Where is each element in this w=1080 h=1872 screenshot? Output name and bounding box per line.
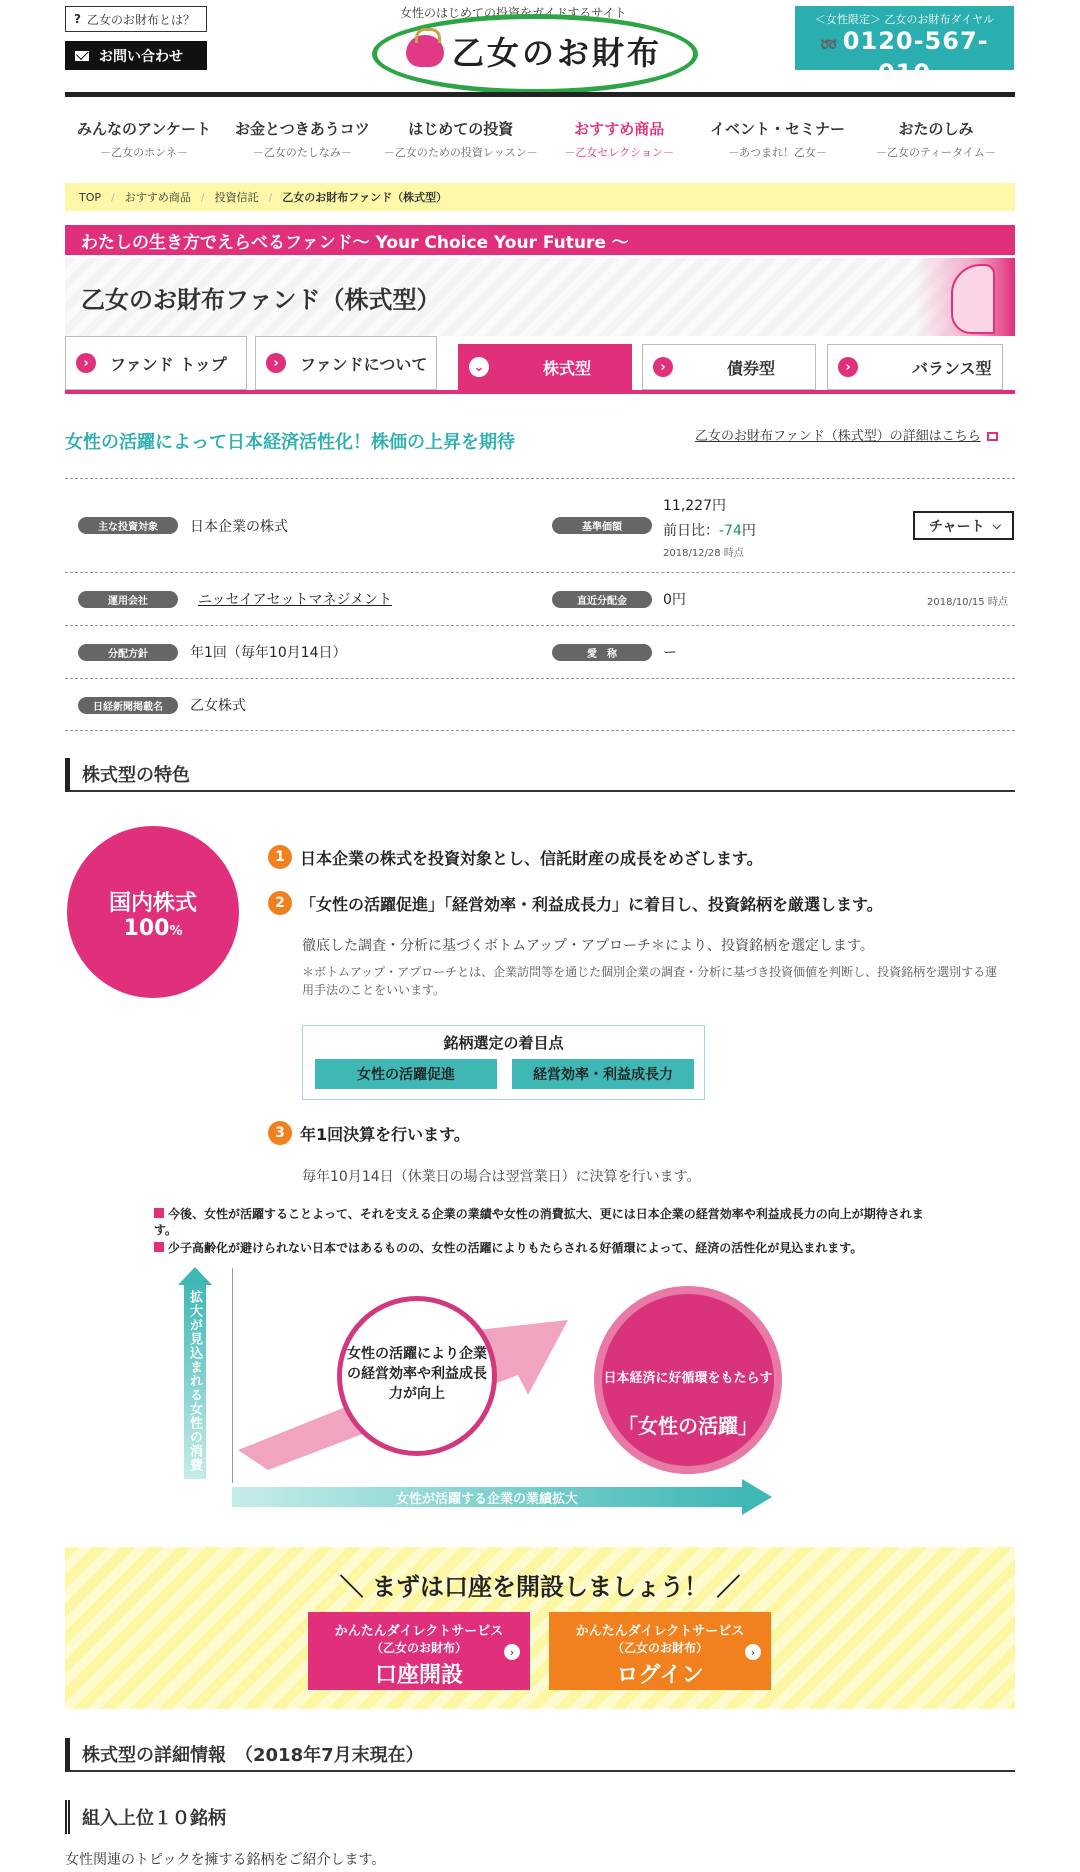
chevron-right-icon: ›: [504, 1644, 520, 1660]
number-1-icon: 1: [268, 845, 292, 869]
chevron-right-icon: ›: [266, 353, 286, 373]
feature-2-note: ＊ボトムアップ・アプローチとは、企業訪問等を通じた個別企業の調査・分析に基づき投資価値を判断し、投資銘柄を選別する運用手法のことをいいます。: [302, 965, 998, 997]
nav-item-first-investment[interactable]: はじめての投資 －乙女のための投資レッスン－: [383, 120, 538, 159]
point-women: 女性の活躍促進: [315, 1059, 497, 1089]
nav-change: 前日比：-74円: [663, 523, 756, 539]
x-axis-label: 女性が活躍する企業の業績拡大: [395, 1491, 578, 1507]
infographic-note-2: 少子高齢化が避けられない日本ではあるものの、女性の活躍によりもたらされる好循環によって、経済の活性化が見込まれます。: [154, 1240, 944, 1256]
info-row-1: [65, 478, 1015, 572]
nikkei-value: 乙女株式: [190, 698, 246, 714]
feature-3: 3 年1回決算を行います。: [268, 1121, 470, 1145]
label-nikkei: 日経新聞掲載名: [78, 697, 178, 714]
open-account-button[interactable]: かんたんダイレクトサービス （乙女のお財布） 口座開設 ›: [308, 1612, 530, 1690]
change-amount: -74: [719, 523, 742, 539]
fund-headline: 女性の活躍によって日本経済活性化！株価の上昇を期待: [65, 432, 515, 453]
policy-value: 年1回（毎年10月14日）: [190, 645, 347, 661]
nickname-value: ー: [663, 645, 677, 661]
nav-item-survey[interactable]: みんなのアンケート －乙女のホンネ－: [76, 120, 212, 159]
nav-value: 11,227円: [663, 498, 726, 514]
feature-2-text: 徹底した調査・分析に基づくボトムアップ・アプローチ＊により、投資銘柄を選定します。: [302, 938, 874, 954]
section-heading-features: 株式型の特色: [65, 758, 1015, 792]
nav-item-events[interactable]: イベント・セミナー －あつまれ！乙女－: [710, 120, 846, 159]
about-link[interactable]: [65, 6, 207, 32]
open-account-cta: [65, 1547, 1015, 1709]
info-row-2: [65, 572, 1015, 625]
fund-title-band: [65, 258, 1015, 336]
info-row-3: [65, 625, 1015, 678]
label-main-target: 主な投資対象: [78, 517, 178, 534]
breadcrumb: TOP / おすすめ商品 / 投資信託 / 乙女のお財布ファンド（株式型）: [65, 183, 1015, 211]
point-efficiency: 経営効率・利益成長力: [512, 1059, 694, 1089]
y-axis-label: 拡大が見込まれる女性の消費: [187, 1290, 202, 1472]
chart-dropdown[interactable]: チャート ⌵: [913, 511, 1014, 540]
site-tagline: 女性のはじめての投資をガイドするサイト: [400, 6, 627, 20]
tab-stock[interactable]: ⌄ 株式型: [458, 344, 632, 390]
label-distribution: 直近分配金: [552, 591, 652, 608]
question-icon: ?: [74, 12, 81, 26]
label-nav: 基準価額: [552, 517, 652, 534]
section-heading-details: 株式型の詳細情報 （2018年7月末現在）: [65, 1738, 1015, 1772]
woman-illustration: [915, 258, 1015, 336]
number-2-icon: 2: [268, 891, 292, 915]
about-label: 乙女のお財布とは？: [86, 12, 195, 27]
top10-lead: 女性関連のトピックを擁する銘柄をご紹介します。: [65, 1852, 386, 1868]
phone-label: ＜女性限定＞ 乙女のお財布ダイヤル: [814, 13, 995, 26]
cta-heading: ＼ まずは口座を開設しましょう！ ／: [339, 1573, 741, 1601]
tab-bond[interactable]: › 債券型: [642, 344, 816, 390]
chevron-right-icon: ›: [76, 353, 96, 373]
tabs-underline: [65, 390, 1015, 394]
contact-button[interactable]: [65, 41, 207, 70]
top10-heading: 組入上位１０銘柄: [65, 1800, 1015, 1834]
chevron-down-icon: ⌄: [469, 357, 489, 377]
nav-item-money-tips[interactable]: お金とつきあうコツ －乙女のたしなみ－: [235, 120, 370, 159]
selection-points-box: 銘柄選定の着目点 女性の活躍促進 経営効率・利益成長力: [302, 1025, 705, 1100]
breadcrumb-top[interactable]: TOP: [79, 190, 102, 204]
fund-tabs: [65, 336, 1015, 394]
site-logo[interactable]: [406, 28, 662, 74]
envelope-icon: [75, 51, 89, 61]
label-policy: 分配方針: [78, 644, 178, 661]
global-nav: [65, 118, 1015, 160]
info-row-4: [65, 678, 1015, 731]
distribution-date: 2018/10/15 時点: [927, 597, 1008, 608]
tab-fund-top[interactable]: › ファンド トップ: [65, 336, 247, 390]
page-title: 乙女のお財布ファンド（株式型）: [81, 286, 441, 314]
chevron-down-icon: ⌵: [992, 518, 1001, 532]
nav-date: 2018/12/28 時点: [663, 548, 744, 559]
feature-1: 1 日本企業の株式を投資対象とし、信託財産の成長をめざします。: [268, 845, 763, 869]
infographic-note-1: 今後、女性が活躍することよって、それを支える企業の業績や女性の消費拡大、更には日本企業の経営効率や利益成長力の向上が期待されます。: [154, 1207, 924, 1237]
freedial-icon: ➿: [820, 37, 839, 53]
nav-item-recommended[interactable]: おすすめ商品 －乙女セレクション－: [564, 120, 674, 159]
label-company: 運用会社: [78, 591, 178, 608]
breadcrumb-recommended[interactable]: おすすめ商品: [124, 191, 191, 204]
external-link-icon: [987, 432, 998, 441]
phone-dial-box[interactable]: [795, 6, 1014, 87]
axis-line: [232, 1268, 233, 1483]
center-ring: 女性の活躍により企業の経営効率や利益成長力が向上: [337, 1296, 497, 1456]
main-target-value: 日本企業の株式: [190, 519, 288, 535]
label-nickname: 愛 称: [552, 644, 652, 661]
header-divider: [65, 92, 1015, 97]
feature-3-text: 毎年10月14日（休業日の場合は翌営業日）に決算を行います。: [302, 1169, 701, 1185]
fund-detail-link[interactable]: 乙女のお財布ファンド（株式型）の詳細はこちら: [695, 425, 998, 444]
tab-balance[interactable]: › バランス型: [827, 344, 1003, 390]
chevron-right-icon: ›: [653, 357, 673, 377]
purse-icon: [406, 35, 444, 67]
women-activity-burst: 日本経済に好循環をもたらす 「女性の活躍」: [602, 1294, 774, 1466]
domestic-stock-100-circle: 国内株式 100%: [67, 826, 239, 998]
tab-about-fund[interactable]: › ファンドについて: [255, 336, 437, 390]
phone-number: ➿ 0120-567-010: [820, 27, 989, 87]
number-3-icon: 3: [268, 1121, 292, 1145]
distribution-value: 0円: [663, 592, 686, 608]
contact-label: お問い合わせ: [99, 48, 183, 65]
nav-item-fun[interactable]: おたのしみ －乙女のティータイム－: [876, 120, 996, 159]
chevron-right-icon: ›: [745, 1644, 761, 1660]
breadcrumb-current: 乙女のお財布ファンド（株式型）: [282, 191, 448, 204]
fund-series-banner: わたしの生き方でえらべるファンド〜 Your Choice Your Future 〜: [65, 225, 1015, 255]
company-link[interactable]: ニッセイアセットマネジメント: [198, 592, 393, 608]
breadcrumb-trust[interactable]: 投資信託: [214, 191, 259, 204]
chevron-right-icon: ›: [838, 357, 858, 377]
x-axis-arrow: [232, 1487, 742, 1507]
feature-2: 2 「女性の活躍促進」「経営効率・利益成長力」に着目し、投資銘柄を厳選します。: [268, 891, 883, 915]
logo-text: 乙女のお財布: [452, 34, 663, 72]
login-button[interactable]: かんたんダイレクトサービス （乙女のお財布） ログイン ›: [549, 1612, 771, 1690]
